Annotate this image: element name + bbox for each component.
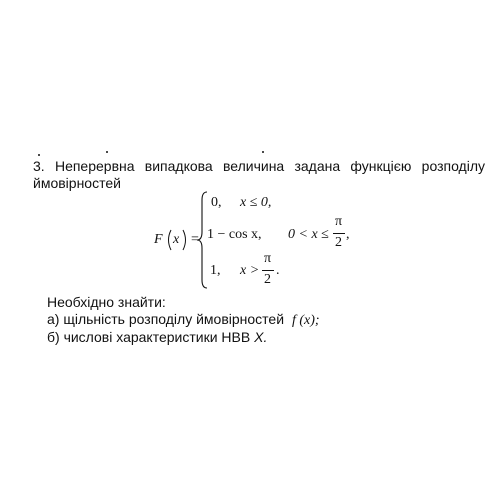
formula-equals: = — [191, 232, 199, 247]
problem-line-2: ймовірностей — [33, 175, 121, 191]
requirement-b-variable: X. — [254, 329, 268, 345]
case-2-value: 1 − cos x, — [207, 227, 262, 242]
problem-line-1: Неперервна випадкова величина задана функцією розподілу — [54, 158, 486, 174]
requirement-a-function: f (x); — [291, 313, 320, 328]
requirement-a — [47, 311, 320, 329]
case-2-fraction-bar — [333, 233, 345, 234]
case-2-fraction-numerator: π — [335, 214, 343, 229]
case-3-period: . — [276, 263, 280, 278]
left-paren — [165, 229, 173, 251]
case-3-condition: x > — [240, 263, 260, 278]
case-2-condition: 0 < x ≤ — [288, 227, 329, 242]
case-3-value: 1, — [210, 263, 221, 278]
case-3-fraction-bar — [262, 270, 274, 271]
formula-lhs-x: x — [173, 232, 180, 247]
case-1-value: 0, — [211, 195, 222, 210]
problem-number: 3. — [33, 158, 45, 174]
requirement-b-text: б) числові характеристики НВВ — [47, 329, 251, 345]
requirement-b — [47, 329, 320, 346]
case-2-comma: , — [346, 227, 350, 242]
case-3-fraction-numerator: π — [264, 251, 272, 266]
requirement-a-text: а) щільність розподілу ймовірностей — [47, 311, 285, 327]
formula-lhs-f: F — [154, 232, 163, 247]
case-1-condition: x ≤ 0, — [240, 195, 272, 210]
case-3-fraction-denominator: 2 — [264, 272, 271, 287]
requirements — [47, 294, 320, 346]
case-2-fraction-denominator: 2 — [335, 235, 342, 250]
right-paren — [181, 229, 189, 251]
requirements-header: Необхідно знайти: — [47, 294, 166, 310]
